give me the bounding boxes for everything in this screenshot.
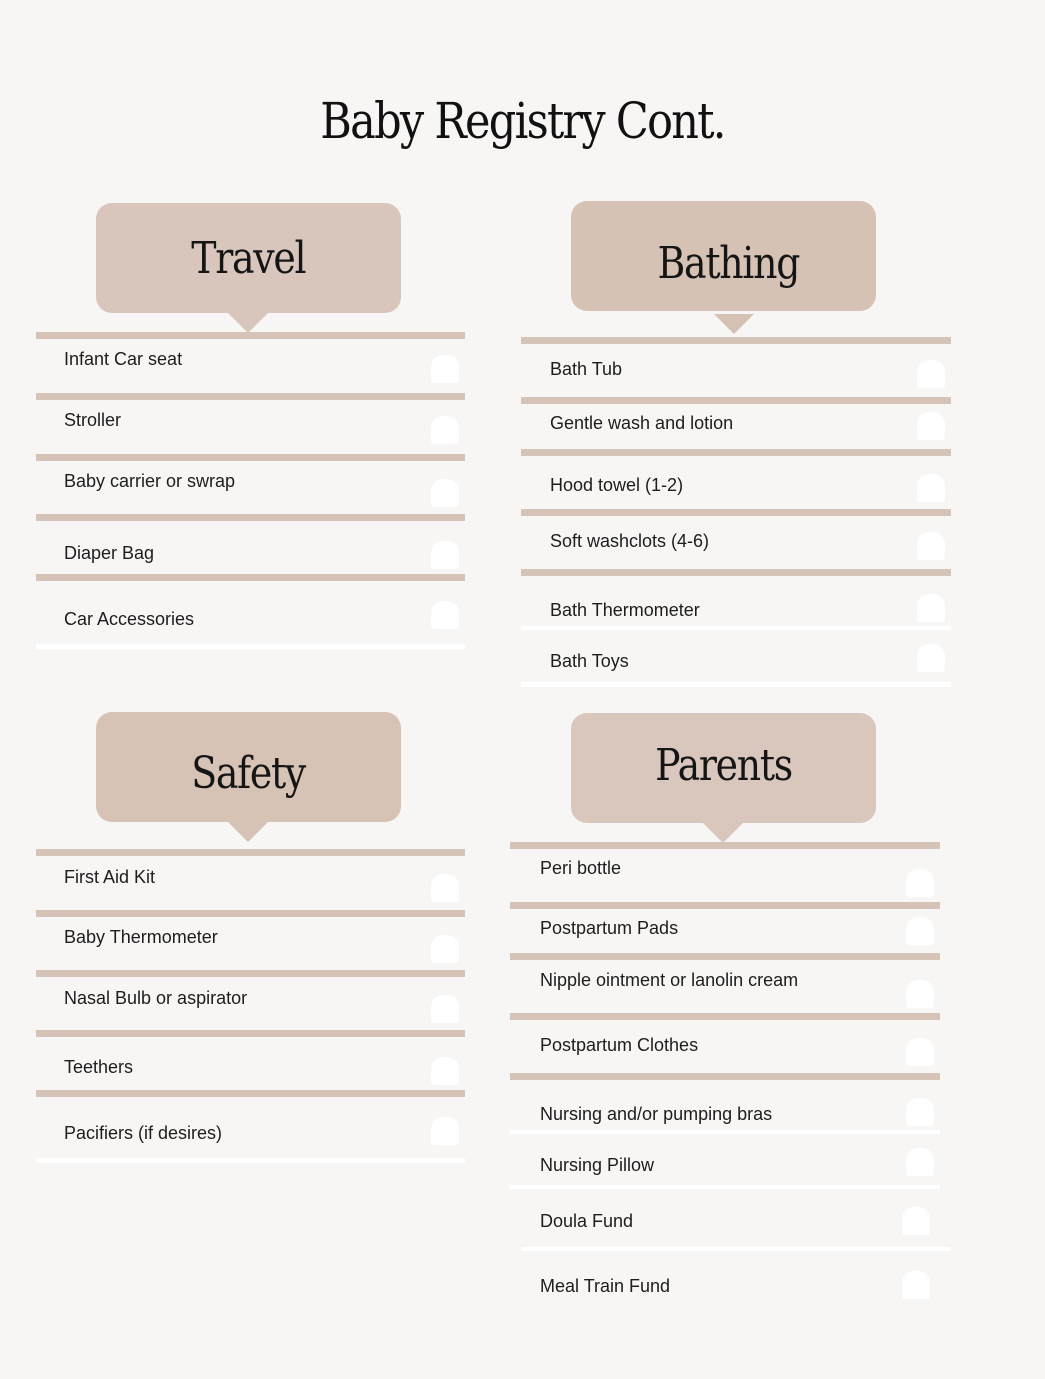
list-item[interactable] <box>510 953 940 1015</box>
checkbox[interactable] <box>906 1038 934 1066</box>
list-item-label: Car Accessories <box>64 609 195 629</box>
safety-heading-pointer <box>228 822 268 842</box>
checkbox[interactable] <box>431 416 459 444</box>
list-item-label: Gentle wash and lotion <box>550 413 734 433</box>
parents-heading-tag <box>571 713 876 823</box>
checkbox[interactable] <box>902 1271 930 1299</box>
list-item[interactable] <box>36 514 465 576</box>
list-item-label: Baby carrier or swrap <box>64 471 236 491</box>
page-title: Baby Registry Cont. <box>320 92 725 150</box>
list-item-label: Nursing and/or pumping bras <box>540 1104 773 1124</box>
checkbox[interactable] <box>906 869 934 897</box>
bathing-heading: Bathing <box>657 237 800 289</box>
list-item[interactable] <box>36 970 465 1032</box>
travel-heading-pointer <box>228 313 268 333</box>
list-end-divider <box>521 682 951 687</box>
list-item-label: Teethers <box>64 1057 134 1077</box>
list-item-label: Diaper Bag <box>64 543 155 563</box>
checkbox[interactable] <box>431 541 459 569</box>
checkbox[interactable] <box>431 479 459 507</box>
travel-heading: Travel <box>191 232 306 284</box>
list-item[interactable] <box>510 1073 940 1131</box>
list-item[interactable] <box>36 910 465 972</box>
bathing-heading-pointer <box>714 314 754 334</box>
checkbox[interactable] <box>906 980 934 1008</box>
list-item-label: Bath Toys <box>550 651 629 671</box>
checkbox[interactable] <box>917 532 945 560</box>
list-item[interactable] <box>510 842 940 904</box>
list-item-label: Infant Car seat <box>64 349 183 369</box>
checkbox[interactable] <box>431 1117 459 1145</box>
list-item[interactable] <box>510 1130 940 1186</box>
list-item[interactable] <box>510 1185 940 1247</box>
checkbox[interactable] <box>431 995 459 1023</box>
travel-heading-tag <box>96 203 401 313</box>
list-item[interactable] <box>521 569 951 627</box>
list-item-label: Nipple ointment or lanolin cream <box>540 970 799 990</box>
list-item[interactable] <box>521 449 951 511</box>
list-item[interactable] <box>36 1030 465 1092</box>
checkbox[interactable] <box>917 474 945 502</box>
list-item-label: Peri bottle <box>540 858 622 878</box>
list-item[interactable] <box>36 849 465 911</box>
checkbox[interactable] <box>917 412 945 440</box>
list-end-divider <box>36 1158 465 1163</box>
parents-heading-pointer <box>703 823 743 843</box>
list-item-label: Stroller <box>64 410 122 430</box>
list-item[interactable] <box>36 393 465 455</box>
list-item-label: Postpartum Pads <box>540 918 679 938</box>
list-item-label: Meal Train Fund <box>540 1276 671 1296</box>
bathing-heading-tag <box>571 201 876 311</box>
checkbox[interactable] <box>917 594 945 622</box>
list-item[interactable] <box>36 454 465 516</box>
checkbox[interactable] <box>906 1098 934 1126</box>
list-item[interactable] <box>521 626 951 684</box>
checkbox[interactable] <box>431 935 459 963</box>
list-item[interactable] <box>510 1013 940 1075</box>
list-item-label: Hood towel (1-2) <box>550 475 684 495</box>
checkbox[interactable] <box>902 1207 930 1235</box>
safety-heading: Safety <box>191 747 306 799</box>
list-item[interactable] <box>521 397 951 449</box>
list-item[interactable] <box>510 902 940 954</box>
list-item-label: Soft washclots (4-6) <box>550 531 710 551</box>
checkbox[interactable] <box>431 874 459 902</box>
list-item[interactable] <box>36 574 465 644</box>
checkbox[interactable] <box>917 644 945 672</box>
checkbox[interactable] <box>906 1148 934 1176</box>
list-item-label: Doula Fund <box>540 1211 634 1231</box>
list-item-label: First Aid Kit <box>64 867 156 887</box>
list-item[interactable] <box>521 509 951 571</box>
list-item-label: Bath Thermometer <box>550 600 700 620</box>
list-item-label: Nursing Pillow <box>540 1155 655 1175</box>
parents-heading: Parents <box>655 739 792 791</box>
list-item-label: Pacifiers (if desires) <box>64 1123 223 1143</box>
checkbox[interactable] <box>906 917 934 945</box>
list-item-label: Baby Thermometer <box>64 927 218 947</box>
checkbox[interactable] <box>431 355 459 383</box>
safety-heading-tag <box>96 712 401 822</box>
list-item[interactable] <box>36 1090 465 1158</box>
list-item-label: Bath Tub <box>550 359 623 379</box>
checkbox[interactable] <box>917 360 945 388</box>
list-item-label: Nasal Bulb or aspirator <box>64 988 248 1008</box>
checkbox[interactable] <box>431 601 459 629</box>
list-end-divider <box>36 644 465 649</box>
list-item[interactable] <box>36 332 465 394</box>
list-item-label: Postpartum Clothes <box>540 1035 699 1055</box>
checkbox[interactable] <box>431 1057 459 1085</box>
list-item[interactable] <box>521 337 951 399</box>
list-item[interactable] <box>522 1247 950 1311</box>
